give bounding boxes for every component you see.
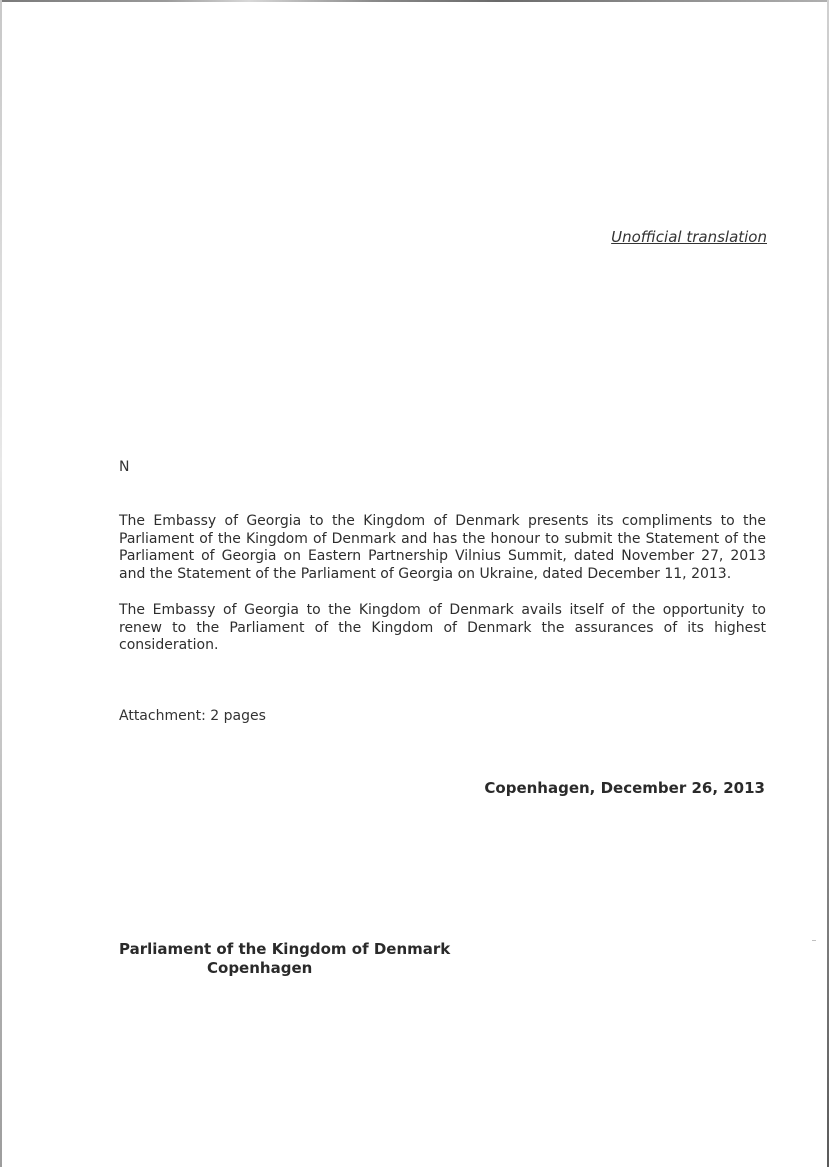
scan-edge-top [0, 0, 829, 2]
translation-note: Unofficial translation [611, 228, 767, 246]
reference-letter: N [119, 459, 130, 475]
recipient-city: Copenhagen [207, 959, 313, 977]
recipient-block [119, 940, 450, 978]
body-paragraph-assurances: The Embassy of Georgia to the Kingdom of Denmark avails itself of the opportunity to renew to the Parliament of the Kingdom of Denmark the assurances of its highest consideration. [119, 602, 766, 653]
body-paragraph-compliments: The Embassy of Georgia to the Kingdom of Denmark presents its compliments to the Parliament of the Kingdom of Denmark and has the honour to submit the Statement of the Parliament of Georgia on Eastern Partnership Vilnius Summit, dated November 27, 2013 and the Statement of the Parliament of Georgia on Ukraine, dated December 11, 2013. [119, 513, 766, 582]
recipient-name: Parliament of the Kingdom of Denmark [119, 940, 451, 958]
scan-edge-left [0, 0, 2, 1167]
place-and-date: Copenhagen, December 26, 2013 [484, 779, 765, 797]
attachment-note: Attachment: 2 pages [119, 708, 266, 724]
scan-speck [812, 940, 816, 941]
